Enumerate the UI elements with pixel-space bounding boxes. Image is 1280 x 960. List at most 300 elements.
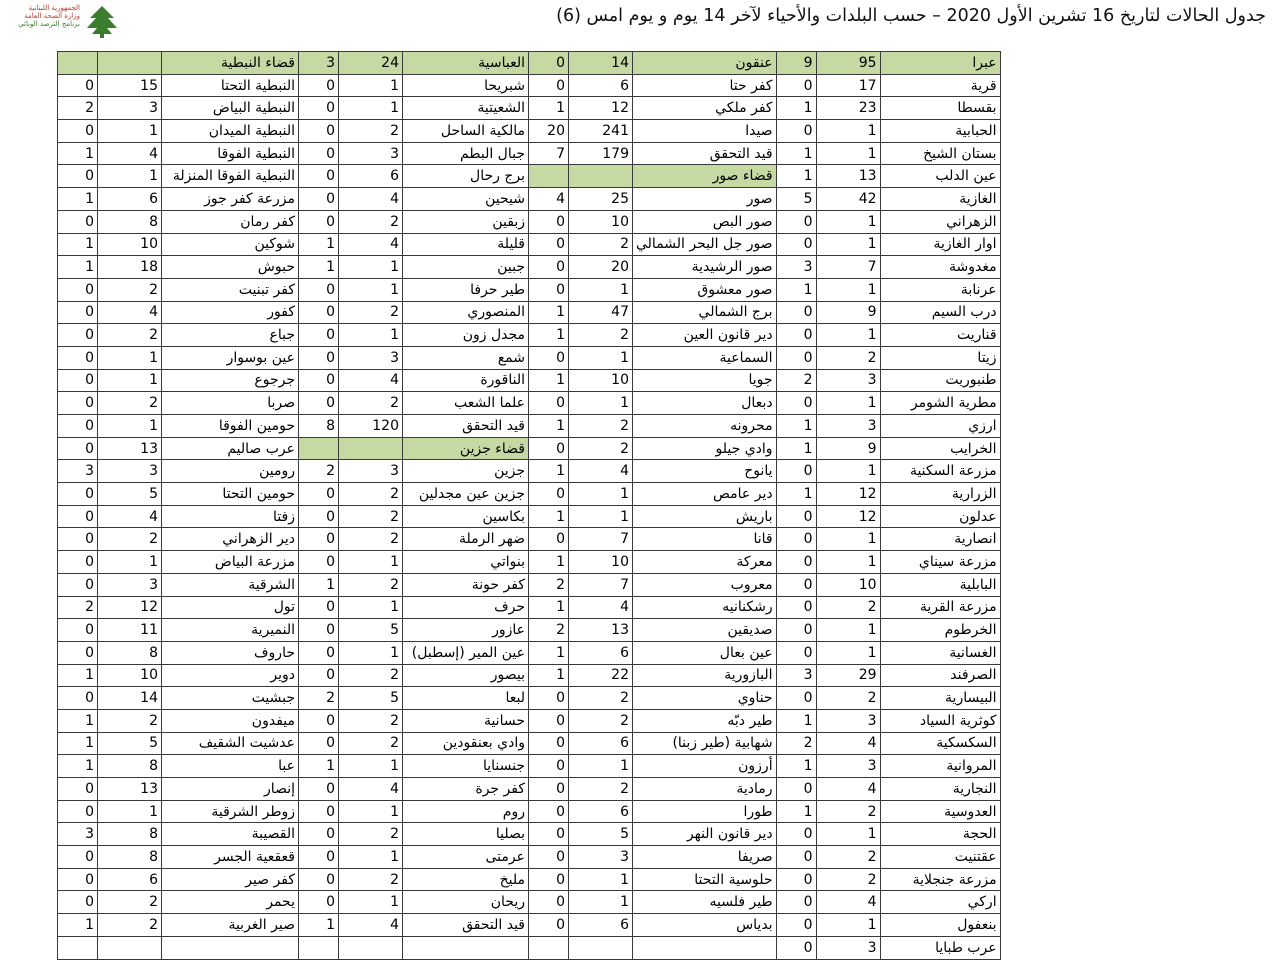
cell-name: الصرفند xyxy=(880,664,1000,687)
cell-name: القصيبة xyxy=(162,823,299,846)
cases-table xyxy=(57,51,1001,960)
table-row xyxy=(58,97,1001,120)
cell-recent: 0 xyxy=(776,460,816,483)
cell-name: معركة xyxy=(633,551,777,574)
cell-cases: 1 xyxy=(98,800,162,823)
cell-cases: 2 xyxy=(816,800,880,823)
cell-recent: 1 xyxy=(58,914,98,937)
cell-cases: 1 xyxy=(569,346,633,369)
cell-name: المروانية xyxy=(880,755,1000,778)
cell-cases: 3 xyxy=(816,755,880,778)
table-row xyxy=(58,936,1001,959)
logo-line-3: برنامج الترصد الوبائي xyxy=(18,20,80,28)
cell-recent: 0 xyxy=(776,687,816,710)
cell-name: رومين xyxy=(162,460,299,483)
table-row xyxy=(58,437,1001,460)
cell-name: صير الغربية xyxy=(162,914,299,937)
cell-cases: 5 xyxy=(339,619,403,642)
cell-name: رشكنانيه xyxy=(633,596,777,619)
table-row xyxy=(58,165,1001,188)
cell-recent: 0 xyxy=(529,52,569,75)
cell-recent: 0 xyxy=(299,392,339,415)
cell-name: اوار الغازية xyxy=(880,233,1000,256)
cell-cases: 8 xyxy=(98,846,162,869)
cell-name: وادي بعنقودين xyxy=(403,732,529,755)
cell-name: مزرعة السكنية xyxy=(880,460,1000,483)
cell-cases: 4 xyxy=(98,142,162,165)
cell-name: مجدل زون xyxy=(403,324,529,347)
cell-recent: 1 xyxy=(529,369,569,392)
cell-name: ضهر الرملة xyxy=(403,528,529,551)
cell-recent: 1 xyxy=(58,233,98,256)
cell-recent: 0 xyxy=(58,278,98,301)
cell-name: عبرا xyxy=(880,52,1000,75)
cell-recent xyxy=(529,165,569,188)
table-row xyxy=(58,120,1001,143)
cell-name: بدياس xyxy=(633,914,777,937)
cell-cases: 1 xyxy=(569,278,633,301)
cell-name: دبعال xyxy=(633,392,777,415)
cell-recent: 3 xyxy=(58,460,98,483)
table-row xyxy=(58,505,1001,528)
cell-cases: 1 xyxy=(339,278,403,301)
cell-cases: 12 xyxy=(98,596,162,619)
cell-cases: 2 xyxy=(569,233,633,256)
cell-name: وادي جيلو xyxy=(633,437,777,460)
cedar-icon xyxy=(82,4,122,38)
cell-name: جنسنايا xyxy=(403,755,529,778)
cell-recent: 0 xyxy=(529,891,569,914)
cell-cases: 8 xyxy=(98,755,162,778)
cell-recent: 0 xyxy=(58,346,98,369)
cell-name: النبطية الميدان xyxy=(162,120,299,143)
cell-cases: 2 xyxy=(98,528,162,551)
cell-cases: 10 xyxy=(569,551,633,574)
cell-recent: 0 xyxy=(776,936,816,959)
cell-name: قيد التحقق xyxy=(403,415,529,438)
cell-recent: 1 xyxy=(299,233,339,256)
cell-name: بكاسين xyxy=(403,505,529,528)
cell-recent: 0 xyxy=(299,346,339,369)
cell-cases: 22 xyxy=(569,664,633,687)
table-row xyxy=(58,301,1001,324)
cell-name: مالكية الساحل xyxy=(403,120,529,143)
cell-name: تول xyxy=(162,596,299,619)
cell-recent: 0 xyxy=(299,210,339,233)
cell-recent: 0 xyxy=(58,573,98,596)
cell-name: إنصار xyxy=(162,778,299,801)
cell-recent: 1 xyxy=(529,97,569,120)
cell-name: زوطر الشرقية xyxy=(162,800,299,823)
cell-name: عنقون xyxy=(633,52,777,75)
cell-cases: 1 xyxy=(816,210,880,233)
cell-name: شهابية (طير زبنا) xyxy=(633,732,777,755)
cell-name: محرونه xyxy=(633,415,777,438)
cell-recent: 0 xyxy=(776,573,816,596)
cell-recent: 0 xyxy=(299,97,339,120)
cell-recent: 2 xyxy=(776,369,816,392)
cell-recent: 0 xyxy=(58,415,98,438)
cell-cases: 3 xyxy=(339,346,403,369)
cell-name: ريحان xyxy=(403,891,529,914)
cell-recent: 0 xyxy=(529,709,569,732)
table-row xyxy=(58,619,1001,642)
cell-cases: 241 xyxy=(569,120,633,143)
cell-cases: 4 xyxy=(339,188,403,211)
cell-name: البازورية xyxy=(633,664,777,687)
cell-cases: 2 xyxy=(339,210,403,233)
cell-cases: 6 xyxy=(339,165,403,188)
table-row xyxy=(58,596,1001,619)
cell-recent: 1 xyxy=(776,415,816,438)
cell-name xyxy=(403,936,529,959)
cell-recent: 0 xyxy=(529,437,569,460)
cell-recent xyxy=(299,936,339,959)
cell-recent: 0 xyxy=(529,823,569,846)
table-row xyxy=(58,823,1001,846)
cell-cases: 4 xyxy=(816,778,880,801)
cell-recent: 0 xyxy=(776,891,816,914)
cell-name: قناريت xyxy=(880,324,1000,347)
cell-name: عرب صاليم xyxy=(162,437,299,460)
cell-recent: 0 xyxy=(58,619,98,642)
cell-recent: 0 xyxy=(776,778,816,801)
cell-name: كفر حونة xyxy=(403,573,529,596)
cell-name: دير قانون النهر xyxy=(633,823,777,846)
cell-recent: 0 xyxy=(299,369,339,392)
cell-name: معروب xyxy=(633,573,777,596)
cell-name: قانا xyxy=(633,528,777,551)
cell-recent: 0 xyxy=(299,641,339,664)
cell-recent: 0 xyxy=(529,778,569,801)
cell-cases: 20 xyxy=(569,256,633,279)
logo-line-2: وزارة الصحة العامة xyxy=(24,12,80,20)
cell-recent: 0 xyxy=(58,120,98,143)
cell-recent: 0 xyxy=(529,233,569,256)
cell-cases: 4 xyxy=(339,369,403,392)
cell-name: المنصوري xyxy=(403,301,529,324)
cell-cases: 1 xyxy=(339,641,403,664)
cell-cases: 2 xyxy=(339,392,403,415)
cell-name: زيتا xyxy=(880,346,1000,369)
cell-cases: 2 xyxy=(569,687,633,710)
cell-recent: 0 xyxy=(776,868,816,891)
cell-name: شوكين xyxy=(162,233,299,256)
cell-cases: 4 xyxy=(816,891,880,914)
table-row xyxy=(58,551,1001,574)
cell-cases: 6 xyxy=(569,74,633,97)
cell-recent: 0 xyxy=(529,755,569,778)
cell-cases: 2 xyxy=(569,415,633,438)
cell-cases: 12 xyxy=(816,483,880,506)
cell-cases: 1 xyxy=(339,596,403,619)
cell-name: يانوح xyxy=(633,460,777,483)
cell-cases: 1 xyxy=(339,97,403,120)
district-header-cell: قضاء جزين xyxy=(403,437,529,460)
cell-recent: 0 xyxy=(299,505,339,528)
cell-recent: 0 xyxy=(299,551,339,574)
cell-recent: 1 xyxy=(529,664,569,687)
cell-cases: 2 xyxy=(569,437,633,460)
cell-name: مغدوشة xyxy=(880,256,1000,279)
cell-recent: 0 xyxy=(299,596,339,619)
cell-name: عرب طبايا xyxy=(880,936,1000,959)
cell-cases: 6 xyxy=(569,914,633,937)
cell-recent: 0 xyxy=(58,437,98,460)
cell-cases: 120 xyxy=(339,415,403,438)
cell-recent: 1 xyxy=(776,755,816,778)
cell-recent: 2 xyxy=(299,687,339,710)
cell-cases: 1 xyxy=(339,800,403,823)
cell-cases: 1 xyxy=(816,914,880,937)
cell-recent: 0 xyxy=(299,278,339,301)
cell-cases: 1 xyxy=(98,346,162,369)
ministry-logo xyxy=(6,2,116,38)
cell-name: جرجوع xyxy=(162,369,299,392)
cell-recent: 1 xyxy=(58,188,98,211)
cell-recent: 9 xyxy=(776,52,816,75)
cell-recent: 0 xyxy=(58,528,98,551)
cell-name: حسانية xyxy=(403,709,529,732)
cell-name: مزرعة القرية xyxy=(880,596,1000,619)
cell-name: جويا xyxy=(633,369,777,392)
cell-cases: 4 xyxy=(98,505,162,528)
cell-cases: 1 xyxy=(339,324,403,347)
cell-cases: 1 xyxy=(569,483,633,506)
logo-line-1: الجمهورية اللبنانية xyxy=(28,4,80,12)
cell-cases: 95 xyxy=(816,52,880,75)
cell-cases: 10 xyxy=(569,210,633,233)
cell-name: كفر تبنيت xyxy=(162,278,299,301)
cell-name: السماعية xyxy=(633,346,777,369)
cell-recent: 5 xyxy=(776,188,816,211)
cell-cases: 1 xyxy=(816,392,880,415)
cell-cases: 10 xyxy=(98,233,162,256)
table-row xyxy=(58,709,1001,732)
cell-cases: 10 xyxy=(569,369,633,392)
cell-name: عرنابة xyxy=(880,278,1000,301)
cell-recent: 0 xyxy=(529,256,569,279)
cell-name: قيد التحقق xyxy=(403,914,529,937)
cell-recent: 0 xyxy=(299,891,339,914)
cell-recent: 0 xyxy=(58,641,98,664)
cell-recent: 1 xyxy=(776,800,816,823)
logo-caption xyxy=(12,4,80,28)
cell-recent: 1 xyxy=(299,256,339,279)
cell-name: الناقورة xyxy=(403,369,529,392)
cell-cases: 5 xyxy=(98,483,162,506)
table-row xyxy=(58,483,1001,506)
cell-recent: 0 xyxy=(776,74,816,97)
cell-cases: 1 xyxy=(816,551,880,574)
cell-name: مليخ xyxy=(403,868,529,891)
cell-cases: 179 xyxy=(569,142,633,165)
cell-name: قعقعية الجسر xyxy=(162,846,299,869)
cell-cases: 6 xyxy=(569,800,633,823)
cell-recent: 2 xyxy=(58,596,98,619)
table-row xyxy=(58,914,1001,937)
cell-cases xyxy=(569,936,633,959)
cell-recent: 0 xyxy=(58,165,98,188)
cell-cases: 13 xyxy=(569,619,633,642)
cell-name: النبطية الفوقا المنزلة xyxy=(162,165,299,188)
cell-name: حلوسية التحتا xyxy=(633,868,777,891)
cell-recent: 0 xyxy=(299,528,339,551)
cell-cases: 23 xyxy=(816,97,880,120)
cell-cases: 42 xyxy=(816,188,880,211)
cell-recent: 0 xyxy=(529,392,569,415)
cell-name: صور معشوق xyxy=(633,278,777,301)
cell-name: علما الشعب xyxy=(403,392,529,415)
cell-name: الشرقية xyxy=(162,573,299,596)
cell-name: درب السيم xyxy=(880,301,1000,324)
page-title: جدول الحالات لتاريخ 16 تشرين الأول 2020 – حسب البلدات والأحياء لآخر 14 يوم و يوم امس (6) xyxy=(556,6,1266,26)
cell-name: عرمتى xyxy=(403,846,529,869)
cell-recent: 0 xyxy=(529,800,569,823)
cell-name: كفر حتا xyxy=(633,74,777,97)
cell-name: مزرعة جنجلاية xyxy=(880,868,1000,891)
cell-name: شمع xyxy=(403,346,529,369)
cell-name: العباسية xyxy=(403,52,529,75)
cell-recent: 3 xyxy=(776,256,816,279)
table-row xyxy=(58,687,1001,710)
cell-name: قيد التحقق xyxy=(633,142,777,165)
cell-recent: 0 xyxy=(299,709,339,732)
cell-recent: 8 xyxy=(299,415,339,438)
cell-recent: 0 xyxy=(299,868,339,891)
cell-name: عين بعال xyxy=(633,641,777,664)
cell-recent: 0 xyxy=(58,687,98,710)
cell-recent: 1 xyxy=(529,641,569,664)
cell-cases: 1 xyxy=(569,891,633,914)
cell-cases: 2 xyxy=(339,868,403,891)
cell-cases: 1 xyxy=(816,142,880,165)
table-row xyxy=(58,573,1001,596)
cell-recent: 0 xyxy=(58,868,98,891)
cell-cases: 4 xyxy=(816,732,880,755)
cell-recent: 0 xyxy=(776,596,816,619)
cell-cases: 5 xyxy=(339,687,403,710)
cell-cases: 8 xyxy=(98,641,162,664)
cell-recent: 0 xyxy=(58,891,98,914)
cell-cases: 4 xyxy=(339,778,403,801)
cell-name: صديقين xyxy=(633,619,777,642)
cell-name: النبطية البياض xyxy=(162,97,299,120)
cell-recent: 0 xyxy=(58,369,98,392)
cell-name: كفر رمان xyxy=(162,210,299,233)
cell-cases: 2 xyxy=(339,301,403,324)
cell-cases: 47 xyxy=(569,301,633,324)
cell-cases xyxy=(98,52,162,75)
cell-cases: 2 xyxy=(98,392,162,415)
table-row xyxy=(58,800,1001,823)
cell-cases: 1 xyxy=(569,392,633,415)
cell-name: لبعا xyxy=(403,687,529,710)
cell-name: صور xyxy=(633,188,777,211)
cell-name: الحجة xyxy=(880,823,1000,846)
cell-name: ميفدون xyxy=(162,709,299,732)
cell-name: طير دبّه xyxy=(633,709,777,732)
cell-name: الخرطوم xyxy=(880,619,1000,642)
cell-cases: 3 xyxy=(816,415,880,438)
cell-cases: 2 xyxy=(339,823,403,846)
cell-name: النبطية التحتا xyxy=(162,74,299,97)
cell-recent: 1 xyxy=(776,165,816,188)
cell-recent: 0 xyxy=(58,846,98,869)
cell-recent: 0 xyxy=(529,914,569,937)
cell-cases: 2 xyxy=(569,778,633,801)
cell-name: بقسطا xyxy=(880,97,1000,120)
cell-name: صور البص xyxy=(633,210,777,233)
cell-cases: 4 xyxy=(339,914,403,937)
cell-cases: 2 xyxy=(816,868,880,891)
cell-cases: 7 xyxy=(816,256,880,279)
cell-cases: 12 xyxy=(816,505,880,528)
cell-name: صور الرشيدية xyxy=(633,256,777,279)
cell-cases: 3 xyxy=(339,142,403,165)
cell-name: الزرارية xyxy=(880,483,1000,506)
table-row xyxy=(58,233,1001,256)
cell-recent: 0 xyxy=(776,301,816,324)
cell-cases: 9 xyxy=(816,437,880,460)
cell-recent: 0 xyxy=(299,846,339,869)
cell-cases: 10 xyxy=(816,573,880,596)
cell-name: جبال البطم xyxy=(403,142,529,165)
cell-cases xyxy=(569,165,633,188)
cell-recent: 7 xyxy=(529,142,569,165)
cell-recent: 1 xyxy=(529,505,569,528)
cell-recent: 0 xyxy=(776,914,816,937)
cell-name: انصارية xyxy=(880,528,1000,551)
cell-cases: 2 xyxy=(339,709,403,732)
table-row xyxy=(58,868,1001,891)
cell-name: كفر جرة xyxy=(403,778,529,801)
cell-cases: 2 xyxy=(816,846,880,869)
cell-recent: 0 xyxy=(776,392,816,415)
cell-recent: 2 xyxy=(299,460,339,483)
cell-name: السكسكية xyxy=(880,732,1000,755)
cell-cases: 8 xyxy=(98,210,162,233)
cell-name xyxy=(162,936,299,959)
cell-name: يحمر xyxy=(162,891,299,914)
cell-recent: 0 xyxy=(529,846,569,869)
cell-cases: 7 xyxy=(569,573,633,596)
cell-cases: 4 xyxy=(569,460,633,483)
cell-name: ارزي xyxy=(880,415,1000,438)
cell-cases: 1 xyxy=(816,641,880,664)
cell-name: اركي xyxy=(880,891,1000,914)
cell-recent: 1 xyxy=(776,97,816,120)
cell-recent: 1 xyxy=(299,755,339,778)
cell-name: عين الدلب xyxy=(880,165,1000,188)
cell-cases: 1 xyxy=(816,278,880,301)
cell-name: جبين xyxy=(403,256,529,279)
cell-name: حناوي xyxy=(633,687,777,710)
cell-recent xyxy=(529,936,569,959)
cell-recent: 1 xyxy=(58,709,98,732)
cell-recent: 0 xyxy=(299,732,339,755)
cell-name: صريفا xyxy=(633,846,777,869)
cell-name: رمادية xyxy=(633,778,777,801)
table-row xyxy=(58,778,1001,801)
cell-cases: 5 xyxy=(98,732,162,755)
cell-cases: 2 xyxy=(339,483,403,506)
table-row xyxy=(58,74,1001,97)
cell-name: شبريحا xyxy=(403,74,529,97)
cell-cases: 6 xyxy=(569,641,633,664)
cell-name: طنبوريت xyxy=(880,369,1000,392)
cell-recent: 1 xyxy=(776,483,816,506)
